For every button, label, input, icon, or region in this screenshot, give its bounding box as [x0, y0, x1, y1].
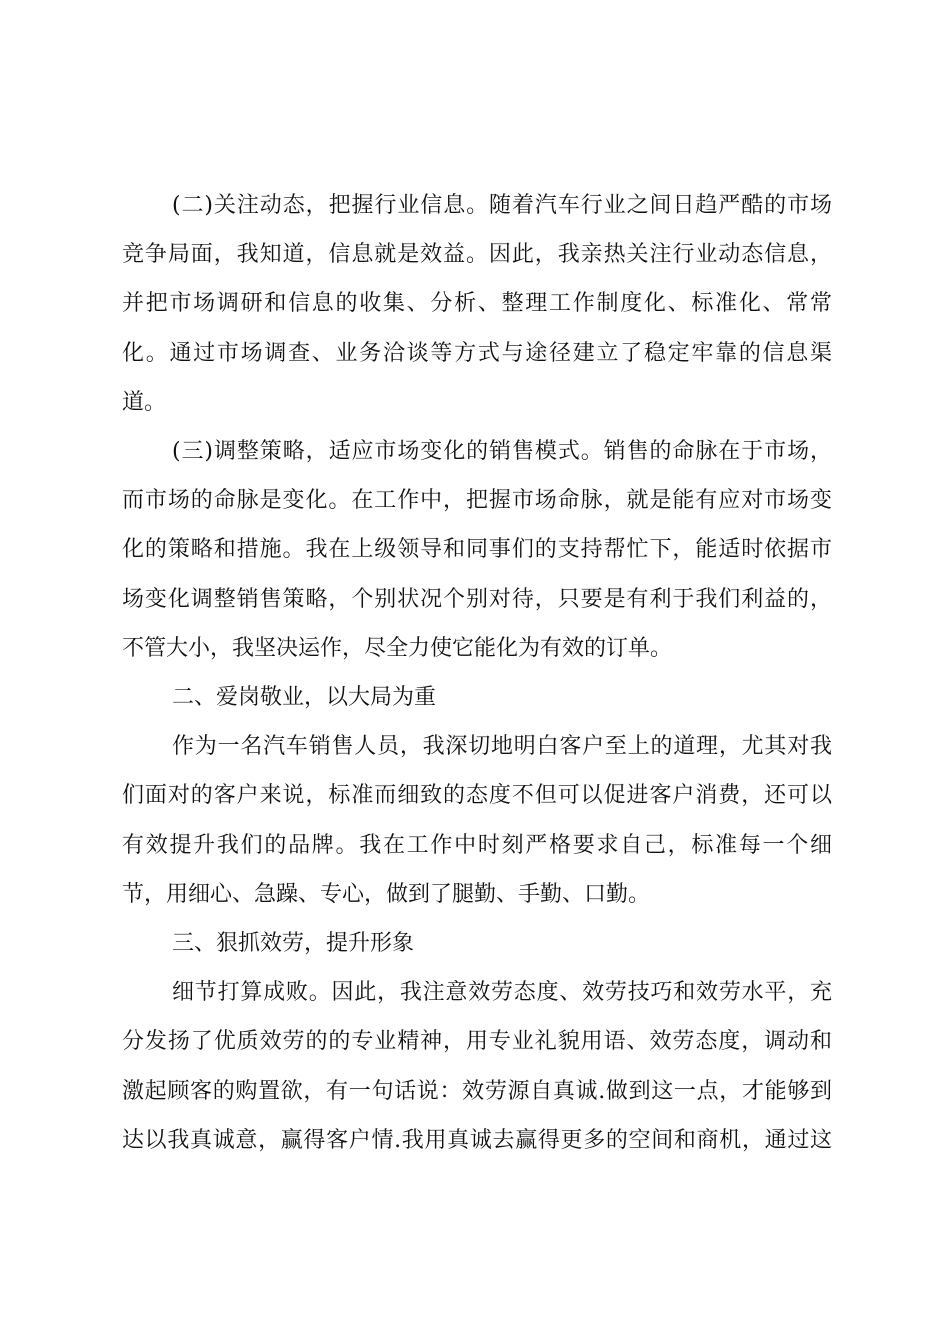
text-line: (三)调整策略，适应市场变化的销售模式。销售的命脉在于市场，: [172, 439, 832, 464]
text-line: 竞争局面，我知道，信息就是效益。因此，我亲热关注行业动态信息，: [122, 242, 832, 267]
section-heading: 二、爱岗敬业，以大局为重: [172, 685, 437, 710]
text-line: 分发扬了优质效劳的的专业精神，用专业礼貌用语、效劳态度，调动和: [122, 1029, 832, 1054]
text-line: 激起顾客的购置欲，有一句话说：效劳源自真诚.做到这一点，才能够到: [122, 1079, 832, 1104]
text-line: 场变化调整销售策略，个别状况个别对待，只要是有利于我们利益的，: [122, 587, 832, 612]
text-line: 达以我真诚意，赢得客户情.我用真诚去赢得更多的空间和商机，通过这: [122, 1128, 832, 1153]
text-line: 化的策略和措施。我在上级领导和同事们的支持帮忙下，能适时依据市: [122, 537, 832, 562]
text-line: 不管大小，我坚决运作，尽全力使它能化为有效的订单。: [122, 636, 673, 661]
text-line: 细节打算成败。因此，我注意效劳态度、效劳技巧和效劳水平，充: [172, 980, 832, 1005]
text-line: 并把市场调研和信息的收集、分析、整理工作制度化、标准化、常常: [122, 291, 832, 316]
text-line: (二)关注动态，把握行业信息。随着汽车行业之间日趋严酷的市场: [172, 193, 832, 218]
text-line: 节，用细心、急躁、专心，做到了腿勤、手勤、口勤。: [122, 882, 651, 907]
section-heading: 三、狠抓效劳，提升形象: [172, 931, 415, 956]
text-line: 作为一名汽车销售人员，我深切地明白客户至上的道理，尤其对我: [172, 734, 832, 759]
text-line: 道。: [122, 390, 167, 415]
text-line: 们面对的客户来说，标准而细致的态度不但可以促进客户消费，还可以: [122, 783, 832, 808]
text-line: 而市场的命脉是变化。在工作中，把握市场命脉，就是能有应对市场变: [122, 488, 832, 513]
text-line: 化。通过市场调查、业务洽谈等方式与途径建立了稳定牢靠的信息渠: [122, 341, 832, 366]
text-line: 有效提升我们的品牌。我在工作中时刻严格要求自己，标准每一个细: [122, 833, 832, 858]
